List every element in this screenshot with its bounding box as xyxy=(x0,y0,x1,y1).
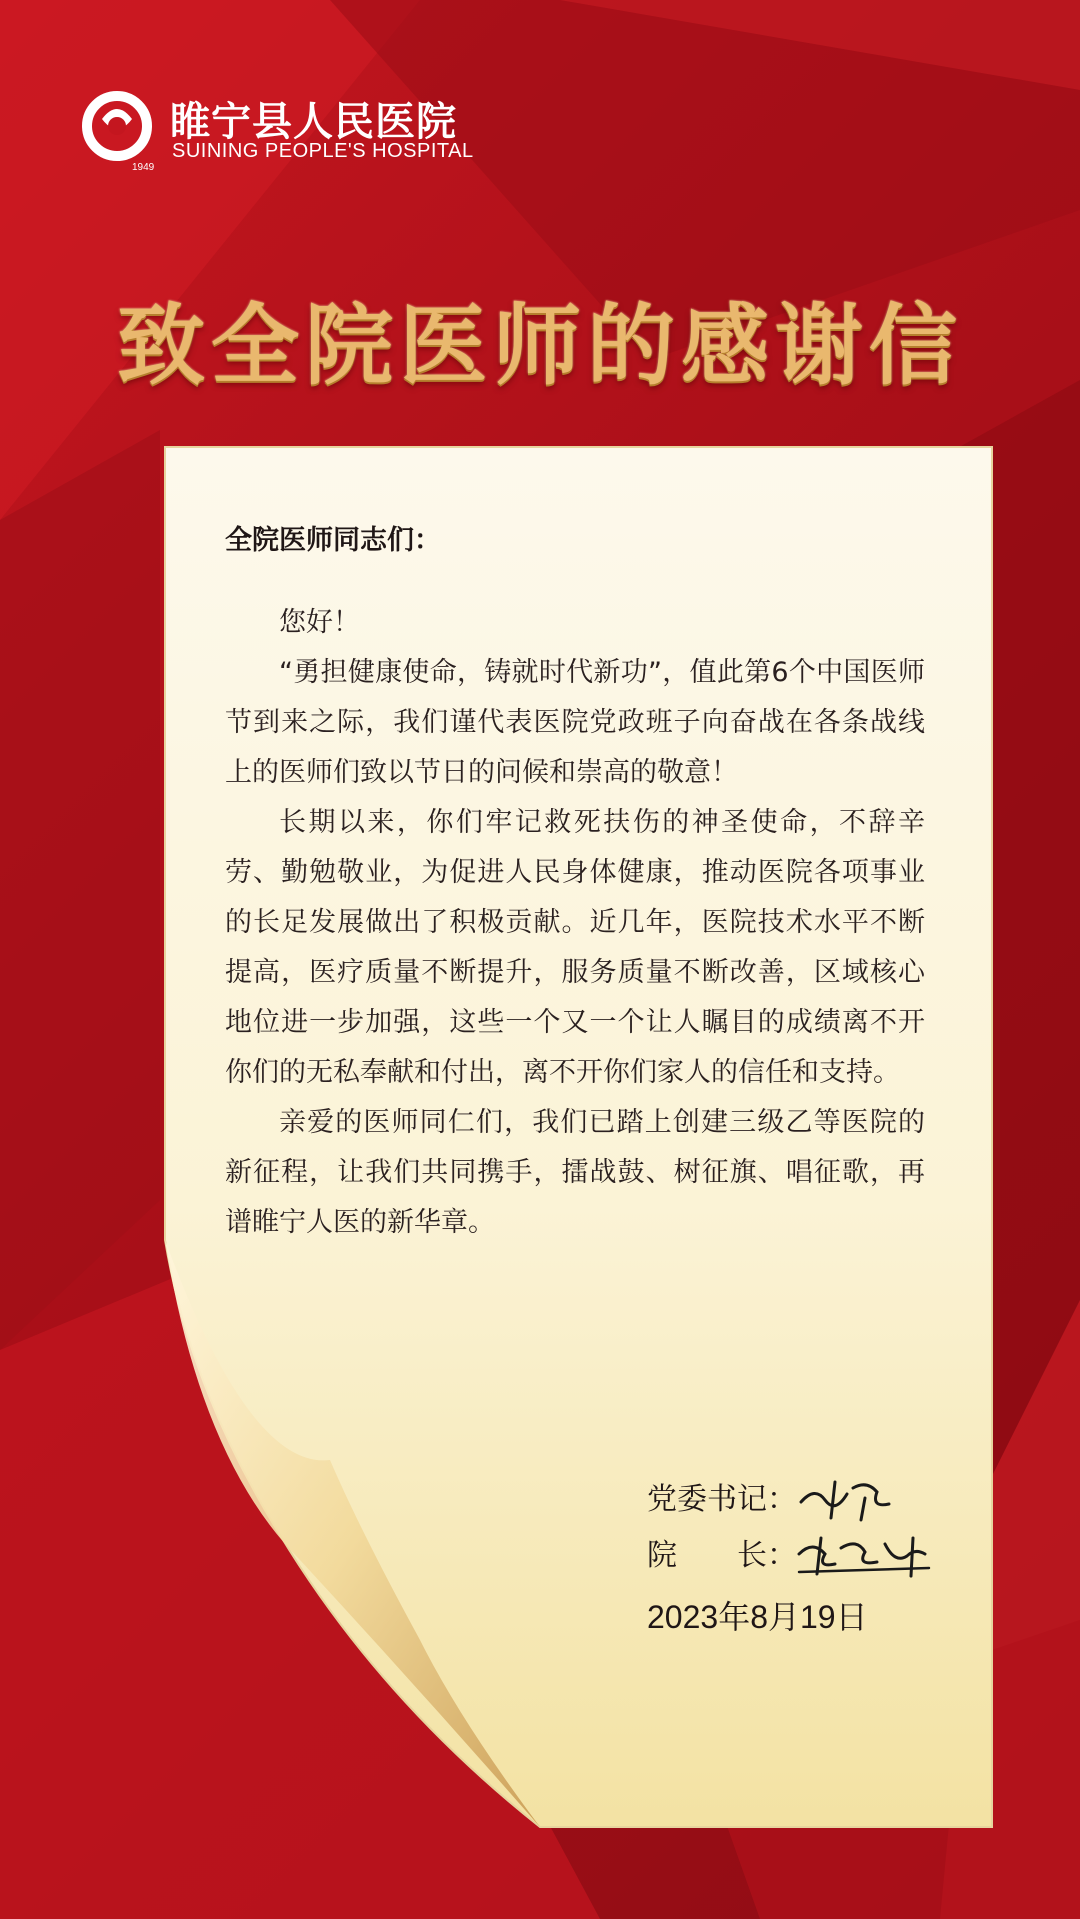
letter-greeting: 您好！ xyxy=(279,607,360,638)
hospital-name-cn: 睢宁县人民医院 xyxy=(170,99,457,145)
letter-salutation: 全院医师同志们： xyxy=(225,525,441,556)
handwritten-signature-icon xyxy=(795,1478,905,1522)
letter-paragraph: “勇担健康使命，铸就时代新功”，值此第6个中国医师节到来之际，我们谨代表医院党政班子向奋战在各条战线上的医师们致以节日的问候和崇高的敬意！ xyxy=(225,657,925,788)
handwritten-signature-icon xyxy=(795,1534,935,1578)
signature-row-party-secretary xyxy=(647,1472,868,1528)
signature-role: 院 长： xyxy=(647,1538,797,1573)
signature-row-president xyxy=(647,1528,868,1584)
letter-paragraph: 亲爱的医师同仁们，我们已踏上创建三级乙等医院的新征程，让我们共同携手，擂战鼓、树征旗、唱征歌，再谱睢宁人医的新华章。 xyxy=(225,1107,925,1238)
letter-title: 致全院医师的感谢信 xyxy=(116,294,963,397)
hospital-name-en: SUINING PEOPLE'S HOSPITAL xyxy=(172,140,474,162)
logo-year: 1949 xyxy=(132,162,155,173)
signature-role: 党委书记： xyxy=(647,1482,797,1517)
signature-block xyxy=(647,1472,868,1638)
letter-date: 2023年8月19日 xyxy=(647,1599,868,1635)
letter-body xyxy=(225,598,925,1248)
letter-paragraph: 长期以来，你们牢记救死扶伤的神圣使命，不辞辛劳、勤勉敬业，为促进人民身体健康，推动医院各项事业的长足发展做出了积极贡献。近几年，医院技术水平不断提高，医疗质量不断提升，服务质量不断改善，区域核心地位进一步加强，这些一个又一个让人瞩目的成绩离不开你们的无私奉献和付出，离不开你们家人的信任和支持。 xyxy=(225,807,925,1088)
